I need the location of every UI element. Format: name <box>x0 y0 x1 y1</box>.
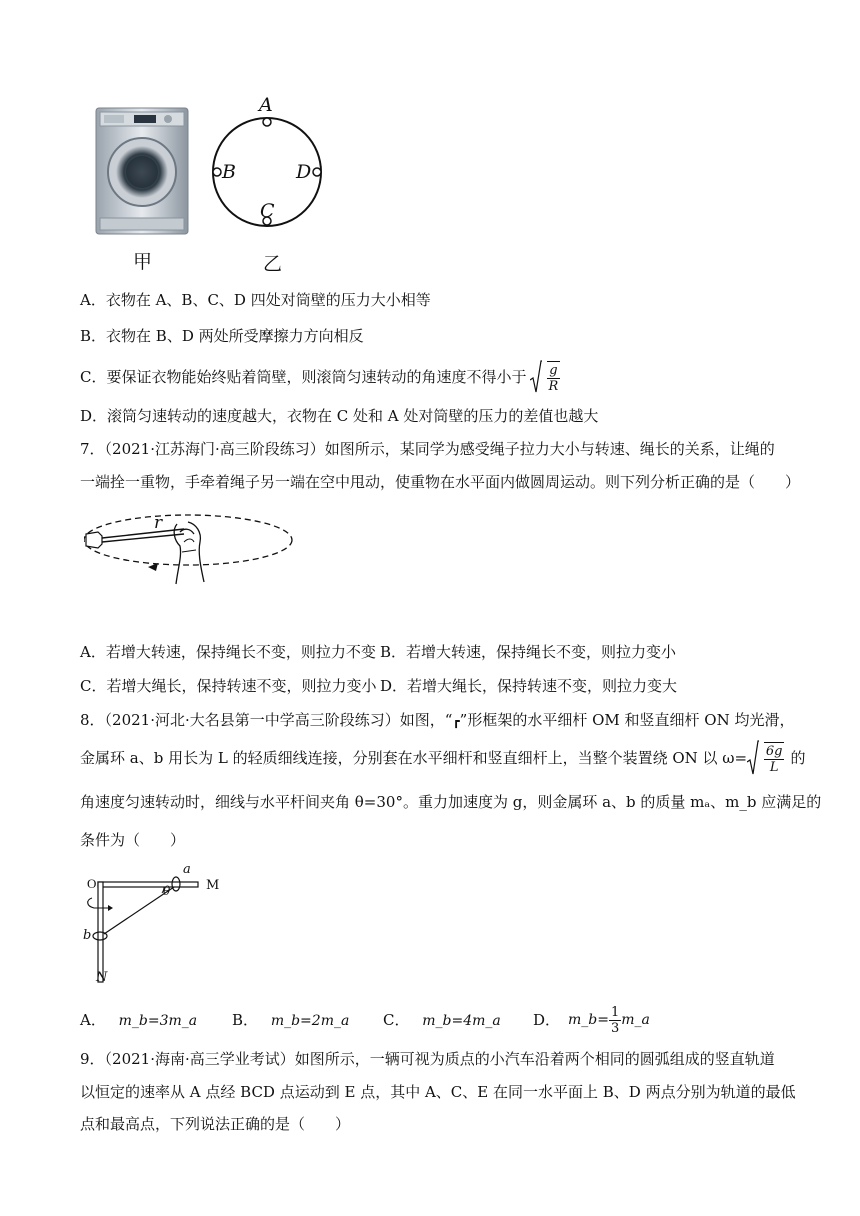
q7-option-b: B．若增大转速，保持绳长不变，则拉力变小 <box>380 643 677 661</box>
q6-option-c-text: C．要保证衣物能始终贴着筒壁，则滚筒匀速转动的角速度不得小于 <box>80 368 527 386</box>
q8-stem-line2-a: 金属环 a、b 用长为 L 的轻质细线连接，分别套在水平细杆和竖直细杆上，当整个装置绕 ON 以 ω= <box>80 749 748 767</box>
q7-option-c: C．若增大绳长，保持转速不变，则拉力变小 <box>80 677 377 695</box>
frame-label-m: M <box>206 878 220 893</box>
circle-label-c: C <box>260 200 275 222</box>
q8-stem-line2 <box>80 740 806 776</box>
frame-label-a: a <box>183 862 191 877</box>
q6-option-c <box>80 360 560 394</box>
q8-option-d-fraction <box>609 1005 621 1036</box>
frame-label-theta: θ <box>163 884 171 898</box>
q7-stem-line1: 7．（2021·江苏海门·高三阶段练习）如图所示，某同学为感受绳子拉力大小与转速、绳长的关系，让绳的 <box>80 440 775 458</box>
q6-c-denominator: R <box>548 378 559 394</box>
q6-c-numerator: g <box>549 362 558 378</box>
figure-caption-right: 乙 <box>263 253 283 275</box>
q8-omega-numerator: 6g <box>765 743 783 759</box>
washing-machine-image <box>94 106 190 238</box>
q8-d-denominator: 3 <box>611 1020 620 1036</box>
q8-stem-line4: 条件为（ ） <box>80 831 186 849</box>
q8-d-numerator: 1 <box>611 1004 620 1020</box>
q8-option-d-lhs: m_b= <box>568 1012 609 1028</box>
q8-stem-line1-b: ”形框架的水平细杆 OM 和竖直细杆 ON 均光滑， <box>459 711 795 729</box>
circle-label-b: B <box>222 161 236 183</box>
frame-label-n: N <box>96 970 108 985</box>
q8-stem-line2-b: 的 <box>790 749 806 767</box>
q8-option-c-value: m_b=4m_a <box>422 1013 501 1029</box>
q7-option-a: A．若增大转速，保持绳长不变，则拉力不变 <box>80 643 376 661</box>
rope-length-label: r <box>154 513 163 533</box>
q7-stem-line2: 一端拴一重物，手牵着绳子另一端在空中甩动，使重物在水平面内做圆周运动。则下列分析正确的是（ ） <box>80 473 801 491</box>
circle-label-d: D <box>296 161 312 183</box>
q8-option-b <box>232 1010 349 1031</box>
sqrt-6g-over-l <box>747 740 784 776</box>
q6-option-d: D．滚筒匀速转动的速度越大，衣物在 C 处和 A 处对筒壁的压力的差值也越大 <box>80 407 599 425</box>
q8-option-c <box>383 1010 501 1031</box>
rope-swing-diagram <box>84 512 296 622</box>
q8-option-a <box>80 1010 197 1031</box>
sqrt-g-over-r <box>530 360 559 394</box>
q6-option-b: B．衣物在 B、D 两处所受摩擦力方向相反 <box>80 327 364 345</box>
q8-stem-line3: 角速度匀速转动时，细线与水平杆间夹角 θ=30°。重力加速度为 g，则金属环 a、b 的质量 mₐ、m_b 应满足的 <box>80 793 822 811</box>
q8-stem-line1-a: 8．（2021·河北·大名县第一中学高三阶段练习）如图，“ <box>80 711 453 729</box>
frame-symbol: ┏ <box>452 714 460 728</box>
q8-omega-denominator: L <box>769 759 779 775</box>
q6-option-a: A．衣物在 A、B、C、D 四处对筒壁的压力大小相等 <box>80 291 431 309</box>
q8-option-b-prefix: B． <box>232 1011 259 1029</box>
q8-option-a-prefix: A． <box>80 1011 106 1029</box>
q8-option-d-rhs: m_a <box>621 1012 650 1028</box>
q8-option-d-prefix: D． <box>533 1011 561 1029</box>
circle-label-a: A <box>259 94 273 116</box>
q9-stem-line1: 9．（2021·海南·高三学业考试）如图所示，一辆可视为质点的小汽车沿着两个相同的圆弧组成的竖直轨道 <box>80 1050 775 1068</box>
figure-caption-left: 甲 <box>133 251 153 273</box>
q9-stem-line2: 以恒定的速率从 A 点经 BCD 点运动到 E 点，其中 A、C、E 在同一水平面上 B、D 两点分别为轨道的最低 <box>80 1083 796 1101</box>
q7-option-d: D．若增大绳长，保持转速不变，则拉力变大 <box>380 677 678 695</box>
q8-option-d <box>533 1000 650 1040</box>
q8-option-b-value: m_b=2m_a <box>270 1013 350 1029</box>
q8-stem-line1 <box>80 710 795 731</box>
q9-stem-line3: 点和最高点，下列说法正确的是（ ） <box>80 1115 351 1133</box>
q8-option-c-prefix: C． <box>383 1011 410 1029</box>
frame-label-o: O <box>87 876 97 891</box>
q8-option-a-value: m_b=3m_a <box>118 1013 198 1029</box>
frame-label-b: b <box>83 928 92 943</box>
